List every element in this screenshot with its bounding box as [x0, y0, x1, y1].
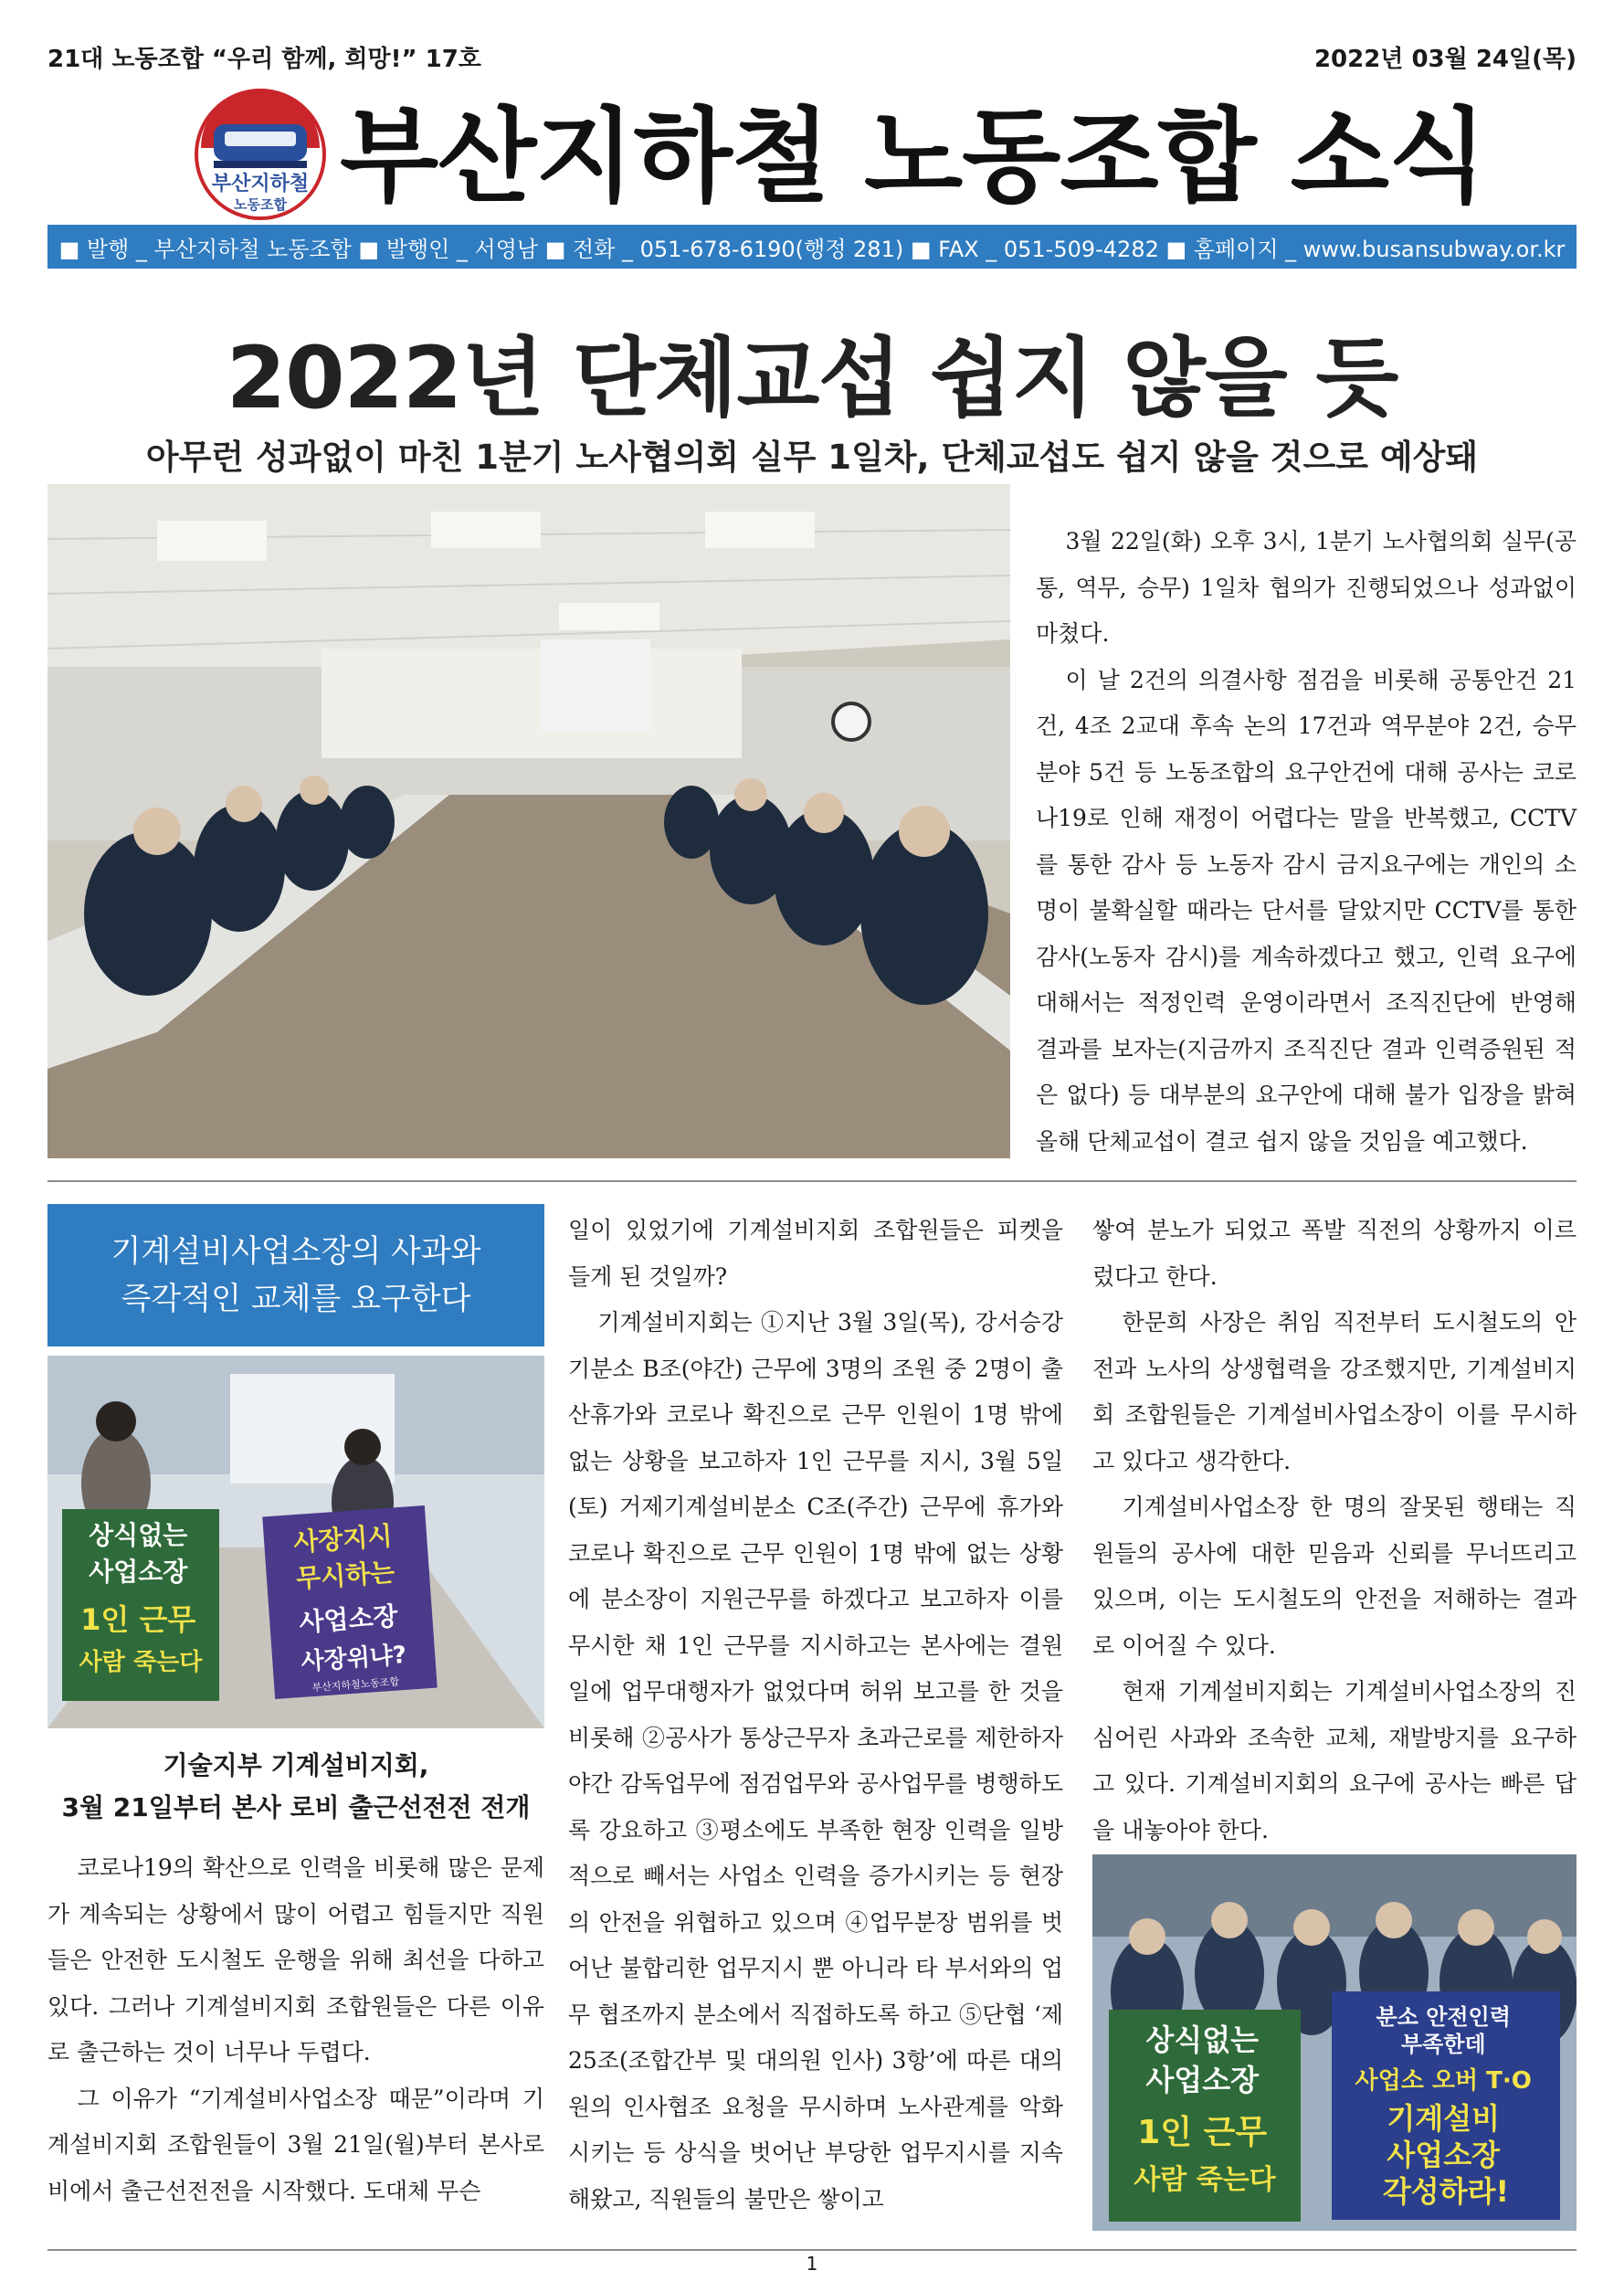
rally-sign-right-line: 분소 안전인력 — [1376, 2004, 1511, 2030]
rally-photo — [1092, 1854, 1577, 2231]
sign-org-label: 부산지하철노동조합 — [311, 1675, 400, 1695]
article-paragraph: 기계설비사업소장 한 명의 잘못된 행태는 직원들의 공사에 대한 믿음과 신뢰를 무너뜨리고 있으며, 이는 도시철도의 안전을 저해하는 결과로 이어질 수 있다. — [1092, 1494, 1577, 1659]
protest-photo — [47, 1356, 544, 1728]
photo-caption — [47, 1745, 544, 1829]
union-logo — [194, 88, 327, 221]
issue-number: 21대 노동조합 “우리 함께, 희망!” 17호 — [47, 46, 481, 73]
svg-text:부산지하철: 부산지하철 — [211, 173, 310, 195]
footer-divider — [47, 2249, 1577, 2251]
rally-sign-left-line: 상식없는 — [1145, 2022, 1260, 2057]
sign-left-line: 1인 근무 — [80, 1602, 196, 1637]
sign-right-line: 사장위냐? — [300, 1641, 408, 1676]
article-title-line: 기계설비사업소장의 사과와 — [111, 1233, 481, 1270]
article-column-2 — [568, 1208, 1063, 2223]
rally-sign-left-line: 사업소장 — [1145, 2063, 1260, 2097]
rally-sign-right-line: 사업소장 — [1387, 2138, 1501, 2172]
svg-text:노동조합: 노동조합 — [234, 196, 287, 213]
sign-right-line: 무시하는 — [295, 1557, 396, 1595]
article-title-line: 즉각적인 교체를 요구한다 — [121, 1281, 471, 1317]
masthead-title: 부산지하철 노동조합 소식 — [340, 98, 1487, 216]
rally-sign-right-line: 사업소 오버 T·O — [1355, 2067, 1532, 2095]
section-divider — [47, 1180, 1577, 1182]
lead-subhead: 아무런 성과없이 마친 1분기 노사협의회 실무 1일차, 단체교섭도 쉽지 않을 것으로 예상돼 — [145, 438, 1479, 477]
sign-right-line: 사업소장 — [298, 1600, 399, 1638]
rally-sign-left-line: 사람 죽는다 — [1134, 2164, 1276, 2196]
rally-sign-right-line: 기계설비 — [1387, 2101, 1501, 2136]
issue-date: 2022년 03월 24일(목) — [1313, 46, 1577, 73]
caption-line: 3월 21일부터 본사 로비 출근선전전 전개 — [61, 1792, 531, 1822]
rally-sign-right-line: 부족한데 — [1400, 2032, 1486, 2057]
lead-paragraph: 이 날 2건의 의결사항 점검을 비롯해 공통안건 21건, 4조 2교대 후속 논의 17건과 역무분야 2건, 승무분야 5건 등 노동조합의 요구안건에 대해 공사는 코로나19로 인해 재정이 어렵다는 말을 반복했고, CCTV를 통한 감사 등 노동자 감시 금지요구에는 개인의 소명이 불확실할 때라는 단서를 달았지만 CCTV를 통한 감사(노동자 감시)를 계속하겠다고 했고, 인력 요구에 대해서는 적정인력 운영이라면서 조직진단에 반영해 결과를 보자는(지금까지 조직진단 결과 인력증원된 적은 없다) 등 대부분의 요구안에 대해 불가 입장을 밝혀 올해 단체교섭이 결코 쉽지 않을 것임을 예고했다. — [1036, 666, 1577, 1155]
page-number: 1 — [806, 2253, 818, 2275]
sign-left-line: 상식없는 — [89, 1520, 188, 1550]
article-paragraph: 기계설비지회는 ①지난 3월 3일(목), 강서승강기분소 B조(야간) 근무에 3명의 조원 중 2명이 출산휴가와 코로나 확진으로 근무 인원이 1명 밖에 없는 상황을 보고하자 1인 근무를 지시, 3월 5일(토) 거제기계설비분소 C조(주간) 근무에 휴가와 코로나 확진으로 근무 인원이 1명 밖에 없는 상황에 분소장이 지원근무를 하겠다고 보고하자 이를 무시한 채 1인 근무를 지시하고는 본사에는 결원일에 업무대행자가 없었다며 허위 보고를 한 것을 비롯해 ②공사가 통상근무자 초과근로를 제한하자 야간 감독업무에 점검업무와 공사업무를 병행하도록 강요하고 ③평소에도 부족한 현장 인력을 일방적으로 빼서는 사업소 인력을 증가시키는 등 현장의 안전을 위협하고 있으며 ④업무분장 범위를 벗어난 불합리한 업무지시 뿐 아니라 타 부서와의 업무 협조까지 분소에서 직접하도록 하고 ⑤단협 ‘제25조(조합간부 및 대의원 인사) 3항’에 따른 대의원의 인사협조 요청을 무시하며 노사관계를 악화시키는 등 상식을 벗어난 부당한 업무지시를 지속해왔고, 직원들의 불만은 쌓이고 — [568, 1309, 1063, 2212]
sign-left-line: 사업소장 — [89, 1557, 188, 1587]
article-title-box — [47, 1204, 544, 1346]
lead-headline: 2022년 단체교섭 쉽지 않을 듯 — [226, 329, 1398, 428]
article-column-3 — [1092, 1208, 1577, 1853]
lead-paragraph: 3월 22일(화) 오후 3시, 1분기 노사협의회 실무(공통, 역무, 승무) 1일차 협의가 진행되었으나 성과없이 마쳤다. — [1036, 528, 1577, 647]
lead-article-body — [1036, 519, 1577, 1165]
article-paragraph: 일이 있었기에 기계설비지회 조합원들은 피켓을 들게 된 것일까? — [568, 1217, 1063, 1290]
article-paragraph: 쌓여 분노가 되었고 폭발 직전의 상황까지 이르렀다고 한다. — [1092, 1217, 1577, 1290]
article-column-1 — [47, 1845, 544, 2214]
sign-right-line: 사장지시 — [292, 1520, 394, 1558]
sign-left-line: 사람 죽는다 — [79, 1649, 203, 1676]
article-paragraph: 한문희 사장은 취임 직전부터 도시철도의 안전과 노사의 상생협력을 강조했지만, 기계설비지회 조합원들은 기계설비사업소장이 이를 무시하고 있다고 생각한다. — [1092, 1309, 1577, 1474]
publisher-info: ■ 발행 _ 부산지하철 노동조합 ■ 발행인 _ 서영남 ■ 전화 _ 051-678-6190(행정 281) ■ FAX _ 051-509-4282 ■ 홈페이지 _ www.busansubway.or.kr — [58, 236, 1566, 262]
meeting-photo — [47, 484, 1010, 1158]
publisher-info-bar — [47, 225, 1577, 269]
article-paragraph: 코로나19의 확산으로 인력을 비롯해 많은 문제가 계속되는 상황에서 많이 어렵고 힘들지만 직원들은 안전한 도시철도 운행을 위해 최선을 다하고 있다. 그러나 기계설비지회 조합원들은 다른 이유로 출근하는 것이 너무나 두렵다. — [47, 1854, 544, 2065]
caption-line: 기술지부 기계설비지회, — [163, 1750, 429, 1780]
article-paragraph: 현재 기계설비지회는 기계설비사업소장의 진심어린 사과와 조속한 교체, 재발방지를 요구하고 있다. 기계설비지회의 요구에 공사는 빠른 답을 내놓아야 한다. — [1092, 1678, 1577, 1843]
rally-sign-left-line: 1인 근무 — [1137, 2114, 1268, 2151]
article-paragraph: 그 이유가 “기계설비사업소장 때문”이라며 기계설비지회 조합원들이 3월 21일(월)부터 본사로비에서 출근선전전을 시작했다. 도대체 무슨 — [47, 2085, 544, 2204]
rally-sign-right-line: 각성하라! — [1382, 2174, 1510, 2209]
